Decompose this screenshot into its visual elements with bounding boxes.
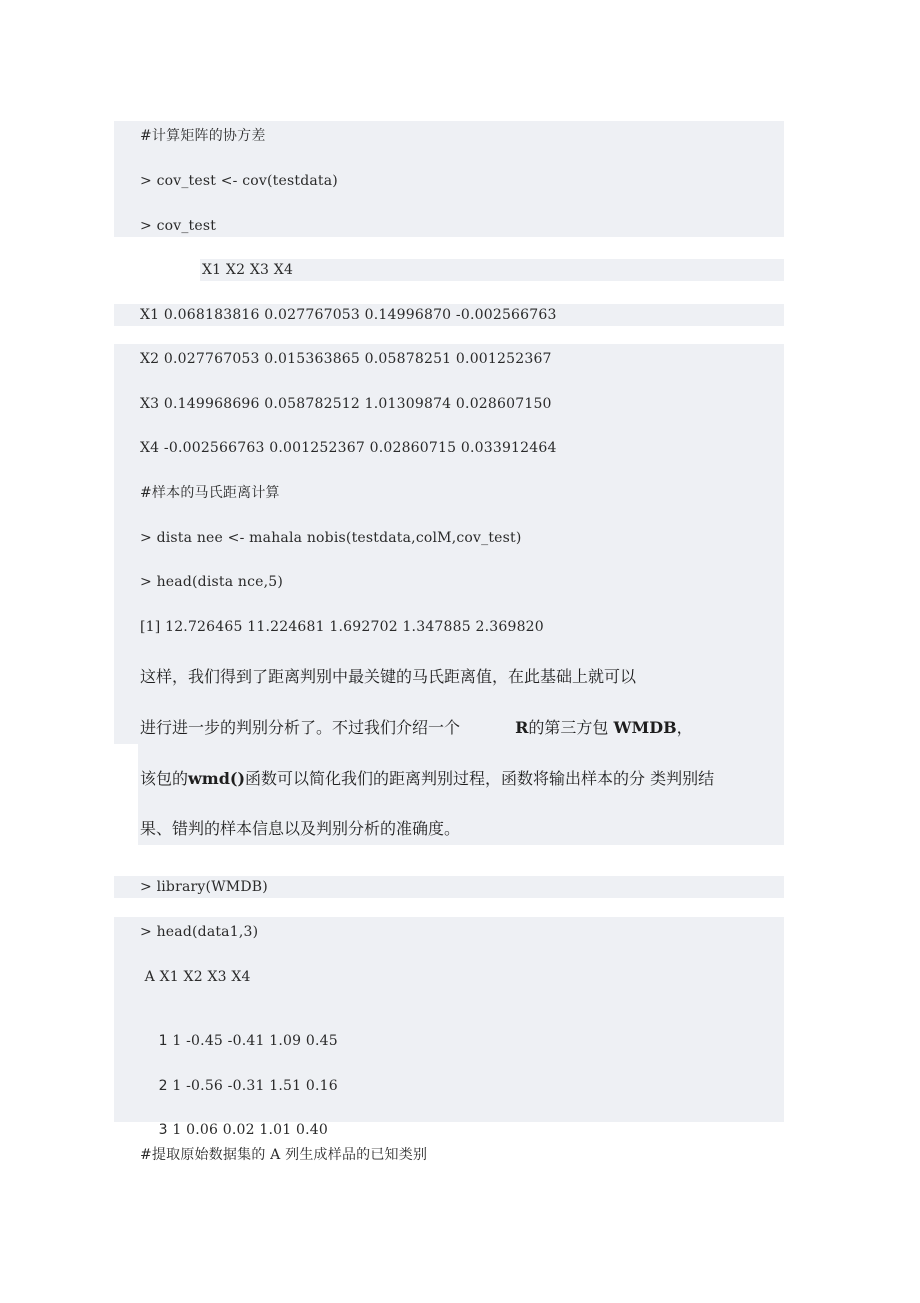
package-name-wmdb: WMDB bbox=[613, 718, 677, 737]
code-comment-mahalanobis: #样本的马氏距离计算 bbox=[140, 485, 280, 501]
prose-line-2-mid: 的第三方包 bbox=[528, 718, 609, 737]
prose-line-2-end: ， bbox=[676, 718, 693, 737]
code-comment-extract-class: #提取原始数据集的 A 列生成样品的已知类别 bbox=[140, 1147, 428, 1163]
data-row-2-values: 1 -0.56 -0.31 1.51 0.16 bbox=[167, 1078, 338, 1094]
code-line-cov-print: > cov_test bbox=[140, 218, 217, 234]
code-line-cov-assign: > cov_test <- cov(testdata) bbox=[140, 173, 338, 189]
prose-line-1: 这样，我们得到了距离判别中最关键的马氏距离值，在此基础上就可以 bbox=[140, 667, 637, 686]
data-header: A X1 X2 X3 X4 bbox=[140, 969, 251, 985]
prose-line-3 bbox=[140, 767, 714, 791]
code-comment-cov: #计算矩阵的协方差 bbox=[140, 128, 266, 144]
code-line-library: > library(WMDB) bbox=[140, 879, 268, 895]
prose-line-3-rest: 函数可以简化我们的距离判别过程，函数将输出样本的分 类判别结 bbox=[245, 769, 715, 788]
data-row-2-index: 2 bbox=[158, 1078, 168, 1094]
cov-row-x1: X1 0.068183816 0.027767053 0.14996870 -0.002566763 bbox=[140, 307, 557, 323]
code-line-mahalanobis: > dista nee <- mahala nobis(testdata,colM,cov_test) bbox=[140, 530, 522, 546]
code-line-head-data: > head(data1,3) bbox=[140, 924, 259, 940]
r-language-name: R bbox=[515, 718, 529, 737]
code-line-head-distance: > head(dista nce,5) bbox=[140, 574, 284, 590]
prose-line-3-start: 该包的 bbox=[140, 769, 189, 788]
cov-row-x2: X2 0.027767053 0.015363865 0.05878251 0.001252367 bbox=[140, 351, 552, 367]
cov-header: X1 X2 X3 X4 bbox=[202, 262, 294, 278]
data-row-3-index: 3 bbox=[158, 1122, 168, 1138]
data-row-3-values: 1 0.06 0.02 1.01 0.40 bbox=[167, 1122, 328, 1138]
prose-line-4: 果、错判的样本信息以及判别分析的准确度。 bbox=[140, 819, 461, 838]
prose-line-2 bbox=[140, 716, 693, 740]
function-name-wmd: wmd() bbox=[188, 769, 246, 788]
code-output-distance: [1] 12.726465 11.224681 1.692702 1.347885 2.369820 bbox=[140, 619, 544, 635]
cov-row-x3: X3 0.149968696 0.058782512 1.01309874 0.028607150 bbox=[140, 396, 552, 412]
data-row-1-values: 1 -0.45 -0.41 1.09 0.45 bbox=[167, 1033, 338, 1049]
cov-row-x4: X4 -0.002566763 0.001252367 0.02860715 0.033912464 bbox=[140, 440, 557, 456]
prose-line-2-start: 进行进一步的判别分析了。不过我们介绍一个 bbox=[140, 718, 461, 737]
data-row-1-index: 1 bbox=[158, 1033, 168, 1049]
